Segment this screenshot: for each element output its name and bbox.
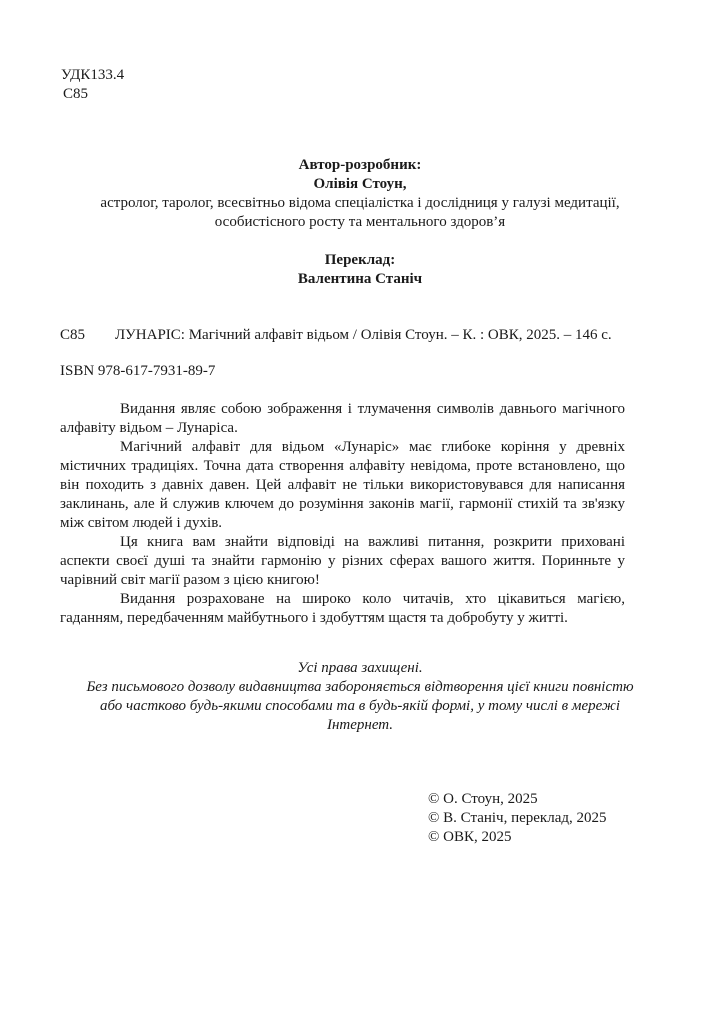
copyright-line: © ОВК, 2025 — [428, 829, 512, 845]
isbn: ISBN 978-617-7931-89-7 — [60, 363, 216, 379]
abstract-paragraph: Видання являє собою зображення і тлумачення символів давнього магічного алфавіту відьом – Лунаріса. — [60, 401, 625, 436]
copyright-line: © О. Стоун, 2025 — [428, 791, 538, 807]
rights-notice — [40, 659, 680, 735]
author-mark: С85 — [63, 86, 89, 102]
author-name: Олівія Стоун, — [313, 176, 407, 192]
rights-line-3: або частково будь-якими способами та в будь-якій формі, у тому числі в мережі — [99, 698, 621, 714]
abstract-paragraph: Видання розраховане на широко коло читачів, хто цікавиться магією, гаданням, передбаченням майбутнього і здобуттям щастя та добробуту у житті. — [60, 591, 625, 626]
biblio-code: С85 — [60, 327, 86, 343]
udk-code: УДК133.4 — [61, 67, 125, 83]
translator-name: Валентина Станіч — [297, 271, 423, 287]
author-description-line-2: особистісного росту та ментального здоров’я — [214, 214, 506, 230]
biblio-text: ЛУНАРІС: Магічний алфавіт відьом / Олівія Стоун. – К. : ОВК, 2025. – 146 с. — [115, 327, 612, 343]
translation-heading: Переклад: — [324, 252, 396, 268]
rights-line-1: Усі права захищені. — [297, 660, 423, 676]
author-heading: Автор-розробник: — [298, 157, 422, 173]
udk-block — [61, 66, 124, 104]
copyright-block — [428, 790, 607, 847]
abstract-paragraph: Ця книга вам знайти відповіді на важливі питання, розкрити приховані аспекти своєї душі та знайти гармонію у різних сферах вашого життя. Поринньте у чарівний світ магії разом з цією книгою! — [60, 534, 625, 588]
author-description-line-1: астролог, таролог, всесвітньо відома спеціалістка і дослідниця у галузі медитації, — [100, 195, 620, 211]
rights-line-2: Без письмового дозволу видавництва забороняється відтворення цієї книги повністю — [86, 679, 634, 695]
abstract — [60, 400, 625, 628]
abstract-paragraph: Магічний алфавіт для відьом «Лунаріс» має глибоке коріння у древніх містичних традиціях. Точна дата створення алфавіту невідома, проте встановлено, що він походить з давніх давен. Цей алфавіт не тільки використовувався для написання заклинань, але й служив ключем до розуміння законів магії, гармонії стихій та зв'язку між світом людей і духів. — [60, 439, 625, 531]
copyright-line: © В. Станіч, переклад, 2025 — [428, 810, 607, 826]
bibliographic-record — [60, 326, 612, 345]
credits-block — [40, 156, 680, 289]
rights-line-4: Інтернет. — [326, 717, 394, 733]
